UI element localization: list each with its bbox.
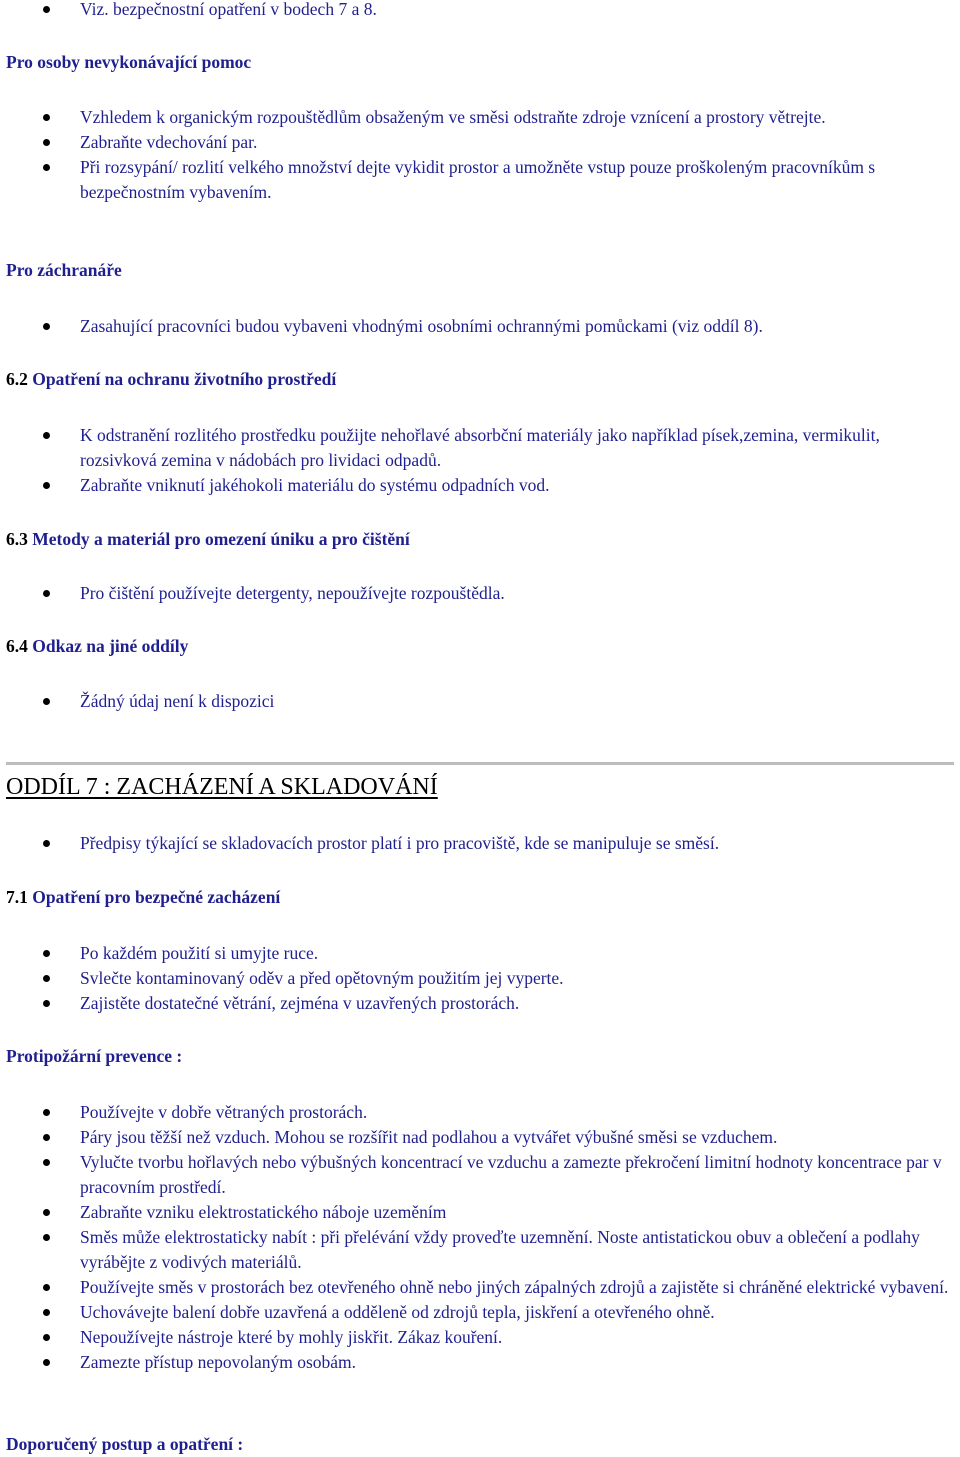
list-item: Páry jsou těžší než vzduch. Mohou se rozšířit nad podlahou a vytvářet výbušné směsi se vzduchem. — [0, 1125, 954, 1150]
heading-6-4 — [6, 634, 954, 659]
section-number: 6.3 — [6, 529, 28, 549]
list-item: Předpisy týkající se skladovacích prostor platí i pro pracoviště, kde se manipuluje se směsí. — [0, 831, 954, 856]
bullet-list — [0, 581, 954, 606]
list-item: Uchovávejte balení dobře uzavřená a odděleně od zdrojů tepla, jiskření a otevřeného ohně. — [0, 1300, 954, 1325]
heading-text: Opatření na ochranu životního prostředí — [27, 369, 337, 389]
heading-7-1 — [6, 885, 954, 910]
list-item: Nepoužívejte nástroje které by mohly jiskřit. Zákaz kouření. — [0, 1325, 954, 1350]
list-item: Po každém použití si umyjte ruce. — [0, 941, 954, 966]
list-item: Používejte směs v prostorách bez otevřeného ohně nebo jiných zápalných zdrojů a zajistěte si chráněné elektrické vybavení. — [0, 1275, 954, 1300]
section-number: 6.2 — [6, 369, 28, 389]
heading-text: Odkaz na jiné oddíly — [27, 636, 189, 656]
bullet-list — [0, 831, 954, 856]
list-item: Zajistěte dostatečné větrání, zejména v uzavřených prostorách. — [0, 991, 954, 1016]
heading-rescuers: Pro záchranáře — [6, 260, 122, 280]
heading-text: Opatření pro bezpečné zacházení — [27, 887, 281, 907]
list-item: Při rozsypání/ rozlití velkého množství dejte vykidit prostor a umožněte vstup pouze proškoleným pracovníkům s bezpečnostním vybavením. — [0, 155, 954, 205]
list-item: Viz. bezpečnostní opatření v bodech 7 a 8. — [0, 0, 954, 22]
heading-non-emergency: Pro osoby nevykonávající pomoc — [6, 52, 252, 72]
list-item: Zabraňte vniknutí jakéhokoli materiálu do systému odpadních vod. — [0, 473, 954, 498]
heading-6-2 — [6, 367, 954, 392]
list-item: Žádný údaj není k dispozici — [0, 689, 954, 714]
list-item: Vzhledem k organickým rozpouštědlům obsaženým ve směsi odstraňte zdroje vznícení a prostory větrejte. — [0, 105, 954, 130]
bullet-list — [0, 423, 954, 498]
bullet-list — [0, 689, 954, 714]
heading-recommended: Doporučený postup a opatření : — [6, 1434, 244, 1454]
section-7-title: ODDÍL 7 : ZACHÁZENÍ A SKLADOVÁNÍ — [6, 774, 438, 800]
heading-6-3 — [6, 527, 954, 552]
heading-fire-prevention: Protipožární prevence : — [6, 1046, 183, 1066]
list-item: Zabraňte vzniku elektrostatického náboje uzeměním — [0, 1200, 954, 1225]
bullet-list — [0, 0, 954, 22]
section-divider — [6, 762, 954, 765]
list-item: Vylučte tvorbu hořlavých nebo výbušných koncentrací ve vzduchu a zamezte překročení limitní hodnoty koncentrace par v pracovním prostředí. — [0, 1150, 954, 1200]
list-item: Pro čištění používejte detergenty, nepoužívejte rozpouštědla. — [0, 581, 954, 606]
section-number: 6.4 — [6, 636, 28, 656]
list-item: K odstranění rozlitého prostředku použijte nehořlavé absorbční materiály jako například písek,zemina, vermikulit, rozsivková zemina v nádobách pro lividaci odpadů. — [0, 423, 954, 473]
list-item: Zabraňte vdechování par. — [0, 130, 954, 155]
bullet-list — [0, 1100, 954, 1375]
list-item: Zamezte přístup nepovolaným osobám. — [0, 1350, 954, 1375]
heading-text: Metody a materiál pro omezení úniku a pro čištění — [27, 529, 410, 549]
bullet-list — [0, 314, 954, 339]
list-item: Směs může elektrostaticky nabít : při přelévání vždy proveďte uzemnění. Noste antistatickou obuv a oblečení a podlahy vyrábějte z vodivých materiálů. — [0, 1225, 954, 1275]
list-item: Svlečte kontaminovaný oděv a před opětovným použitím jej vyperte. — [0, 966, 954, 991]
bullet-list — [0, 105, 954, 205]
bullet-list — [0, 941, 954, 1016]
list-item: Zasahující pracovníci budou vybaveni vhodnými osobními ochrannými pomůckami (viz oddíl 8). — [0, 314, 954, 339]
list-item: Používejte v dobře větraných prostorách. — [0, 1100, 954, 1125]
section-number: 7.1 — [6, 887, 28, 907]
